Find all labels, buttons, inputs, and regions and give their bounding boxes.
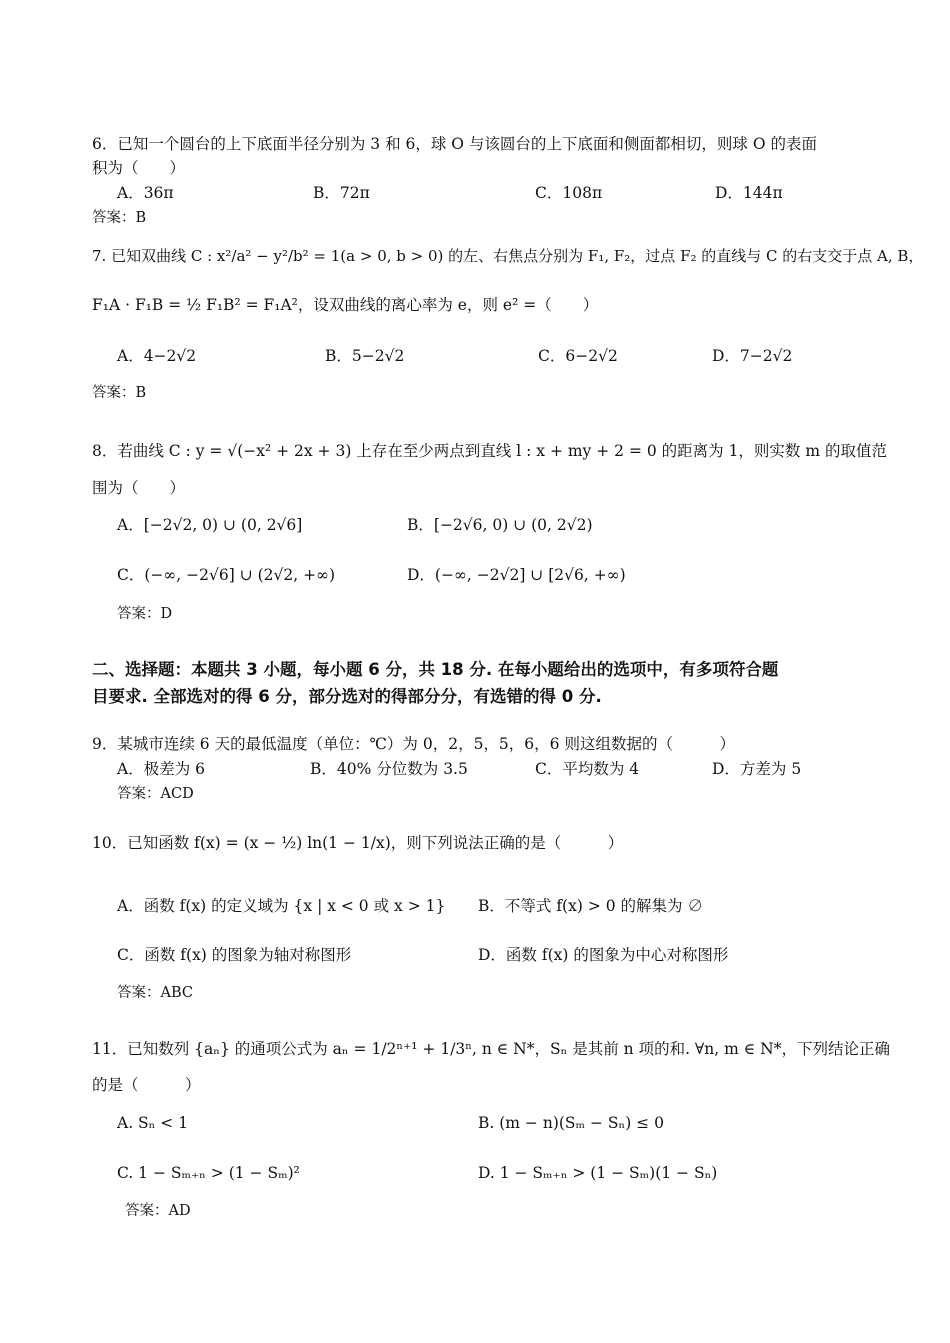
q7-option-d: D．7−2√2 xyxy=(712,347,793,365)
q10-answer: 答案：ABC xyxy=(117,985,193,1001)
q6-stem-line2: 积为（ ） xyxy=(92,159,186,177)
q6-option-c: C．108π xyxy=(535,184,603,202)
q6-option-a: A．36π xyxy=(117,184,174,202)
q11-option-c: C. 1 − Sₘ₊ₙ > (1 − Sₘ)² xyxy=(117,1164,300,1182)
q7-option-a: A．4−2√2 xyxy=(117,347,197,365)
q11-answer: 答案：AD xyxy=(125,1203,191,1219)
q7-option-b: B．5−2√2 xyxy=(325,347,405,365)
q9-option-a: A．极差为 6 xyxy=(117,760,205,778)
q8-answer: 答案：D xyxy=(117,606,173,622)
q8-option-a: A．[−2√2, 0) ∪ (0, 2√6] xyxy=(117,516,303,534)
q6-answer: 答案：B xyxy=(92,210,147,226)
q6-stem-line1: 6．已知一个圆台的上下底面半径分别为 3 和 6，球 O 与该圆台的上下底面和侧面都相切，则球 O 的表面 xyxy=(92,135,817,153)
q7-answer: 答案：B xyxy=(92,385,147,401)
q10-option-a: A．函数 f(x) 的定义域为 {x | x < 0 或 x > 1} xyxy=(117,897,446,915)
q9-answer: 答案：ACD xyxy=(117,786,194,802)
q7-stem-line2: F₁A · F₁B = ½ F₁B² = F₁A²，设双曲线的离心率为 e，则 e² =（ ） xyxy=(92,296,599,314)
q9-option-c: C．平均数为 4 xyxy=(535,760,640,778)
q10-option-c: C．函数 f(x) 的图象为轴对称图形 xyxy=(117,946,352,964)
section2-heading-line2: 目要求. 全部选对的得 6 分，部分选对的得部分分，有选错的得 0 分. xyxy=(92,687,602,706)
q11-option-a: A. Sₙ < 1 xyxy=(117,1114,189,1132)
q11-stem-line2: 的是（ ） xyxy=(92,1076,201,1094)
q8-stem-line1: 8．若曲线 C : y = √(−x² + 2x + 3) 上存在至少两点到直线 l : x + my + 2 = 0 的距离为 1，则实数 m 的取值范 xyxy=(92,442,887,460)
q6-option-d: D．144π xyxy=(715,184,783,202)
q8-option-b: B．[−2√6, 0) ∪ (0, 2√2) xyxy=(407,516,593,534)
q7-option-c: C．6−2√2 xyxy=(538,347,618,365)
q10-stem: 10．已知函数 f(x) = (x − ½) ln(1 − 1/x)，则下列说法正确的是（ ） xyxy=(92,834,624,852)
q11-stem-line1: 11．已知数列 {aₙ} 的通项公式为 aₙ = 1/2ⁿ⁺¹ + 1/3ⁿ, n ∈ N*，Sₙ 是其前 n 项的和. ∀n, m ∈ N*，下列结论正确 xyxy=(92,1040,890,1058)
q9-option-d: D．方差为 5 xyxy=(712,760,802,778)
q8-option-d: D．(−∞, −2√2] ∪ [2√6, +∞) xyxy=(407,566,626,584)
q10-option-d: D．函数 f(x) 的图象为中心对称图形 xyxy=(478,946,729,964)
q10-option-b: B．不等式 f(x) > 0 的解集为 ∅ xyxy=(478,897,703,915)
q9-option-b: B．40% 分位数为 3.5 xyxy=(310,760,468,778)
q8-stem-line2: 围为（ ） xyxy=(92,479,186,497)
section2-heading-line1: 二、选择题：本题共 3 小题，每小题 6 分，共 18 分. 在每小题给出的选项中，有多项符合题 xyxy=(92,660,779,679)
q7-stem-line1: 7. 已知双曲线 C : x²/a² − y²/b² = 1(a > 0, b > 0) 的左、右焦点分别为 F₁, F₂，过点 F₂ 的直线与 C 的右支交于点 A, B， xyxy=(92,247,924,265)
q11-option-b: B. (m − n)(Sₘ − Sₙ) ≤ 0 xyxy=(478,1114,664,1132)
q8-option-c: C．(−∞, −2√6] ∪ (2√2, +∞) xyxy=(117,566,336,584)
q9-stem: 9．某城市连续 6 天的最低温度（单位：℃）为 0，2，5，5，6，6 则这组数据的（ ） xyxy=(92,735,735,753)
q11-option-d: D. 1 − Sₘ₊ₙ > (1 − Sₘ)(1 − Sₙ) xyxy=(478,1164,718,1182)
q6-option-b: B．72π xyxy=(313,184,370,202)
